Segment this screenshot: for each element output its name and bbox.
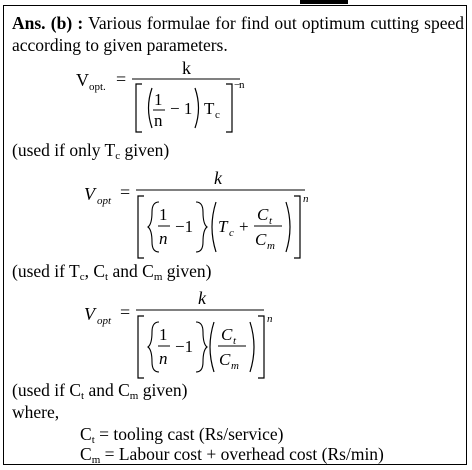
f3-left-brace (148, 322, 159, 372)
f3-exponent: n (267, 313, 273, 325)
f3-right-bracket (258, 316, 264, 378)
formula-tc-ct-cm (64, 166, 324, 262)
f3-minus-one: −1 (175, 337, 194, 356)
f2-c-den: C (255, 230, 267, 249)
top-edge-fragment (300, 0, 348, 4)
f2-right-brace (196, 202, 207, 252)
answer-label: Ans. (b) (12, 13, 73, 33)
definition-ct: $C_t$ = tooling cast (Rs/service) (80, 424, 284, 446)
f1-left-paren (149, 88, 153, 128)
f3-c-den-sub: m (231, 360, 239, 372)
f2-minus-one: −1 (175, 217, 194, 236)
note-only-tc: (used if only $T_c$ given) (12, 140, 170, 162)
where-label: where, (12, 402, 60, 422)
f3-c-num: C (221, 325, 233, 344)
f1-lhs-v: V (76, 70, 89, 90)
f1-right-paren (195, 88, 199, 128)
f1-minus-one: − 1 (170, 99, 193, 118)
answer-separator: : (77, 13, 84, 33)
f1-lhs-sub: opt. (89, 81, 106, 93)
f2-plus: + (239, 217, 249, 236)
f1-t-sub: c (215, 109, 220, 121)
f2-left-bracket (138, 196, 144, 258)
f1-n: n (154, 111, 163, 130)
f2-c-num: C (257, 205, 269, 224)
f1-one: 1 (154, 90, 163, 109)
f2-c-num-sub: t (269, 215, 273, 227)
definition-cm: $C_m$ = Labour cost + overhead cost (Rs/min) (80, 444, 384, 466)
f1-t: T (204, 99, 215, 118)
f2-lhs-v: V (84, 184, 95, 204)
f1-exponent: n (239, 79, 245, 91)
f2-c-den-sub: m (267, 240, 275, 252)
answer-statement: Various formulae for find out optimum cutting speed according to given parameters. (12, 13, 465, 55)
f2-exponent: n (303, 193, 309, 205)
f2-left-paren (212, 202, 216, 252)
note-tc-ct-cm: (used if $T_c$, $C_t$ and $C_m$ given) (12, 261, 212, 283)
f2-left-brace (148, 202, 159, 252)
f2-lhs-sub: opt (97, 195, 112, 207)
f1-numerator: k (182, 58, 191, 78)
f3-equals: = (120, 302, 131, 322)
f2-numerator: k (214, 168, 222, 188)
note-ct-cm: (used if $C_t$ and $C_m$ given) (12, 380, 188, 402)
f3-right-brace (196, 322, 207, 372)
f3-one: 1 (159, 325, 168, 344)
f3-numerator: k (198, 288, 206, 308)
f3-n: n (159, 349, 168, 368)
f1-exponent-minus: − (234, 79, 241, 91)
f3-right-paren (250, 322, 254, 372)
f1-left-bracket (136, 84, 142, 132)
f3-lhs-v: V (84, 304, 95, 324)
f2-right-bracket (294, 196, 300, 258)
f3-left-bracket (138, 316, 144, 378)
f3-c-den: C (219, 350, 231, 369)
f2-n: n (159, 229, 168, 248)
f2-right-paren (286, 202, 290, 252)
f2-t: T (218, 217, 228, 236)
formula-ct-cm (64, 286, 324, 382)
answer-intro (12, 12, 464, 56)
f3-c-num-sub: t (233, 335, 237, 347)
f2-one: 1 (159, 205, 168, 224)
f1-right-bracket (226, 84, 232, 132)
f3-left-paren (210, 322, 214, 372)
f2-t-sub: c (229, 227, 234, 239)
f3-lhs-sub: opt (97, 315, 112, 327)
answer-box (3, 5, 467, 465)
formula-only-tc (64, 58, 324, 138)
f2-equals: = (120, 182, 131, 202)
f1-equals: = (116, 69, 127, 89)
